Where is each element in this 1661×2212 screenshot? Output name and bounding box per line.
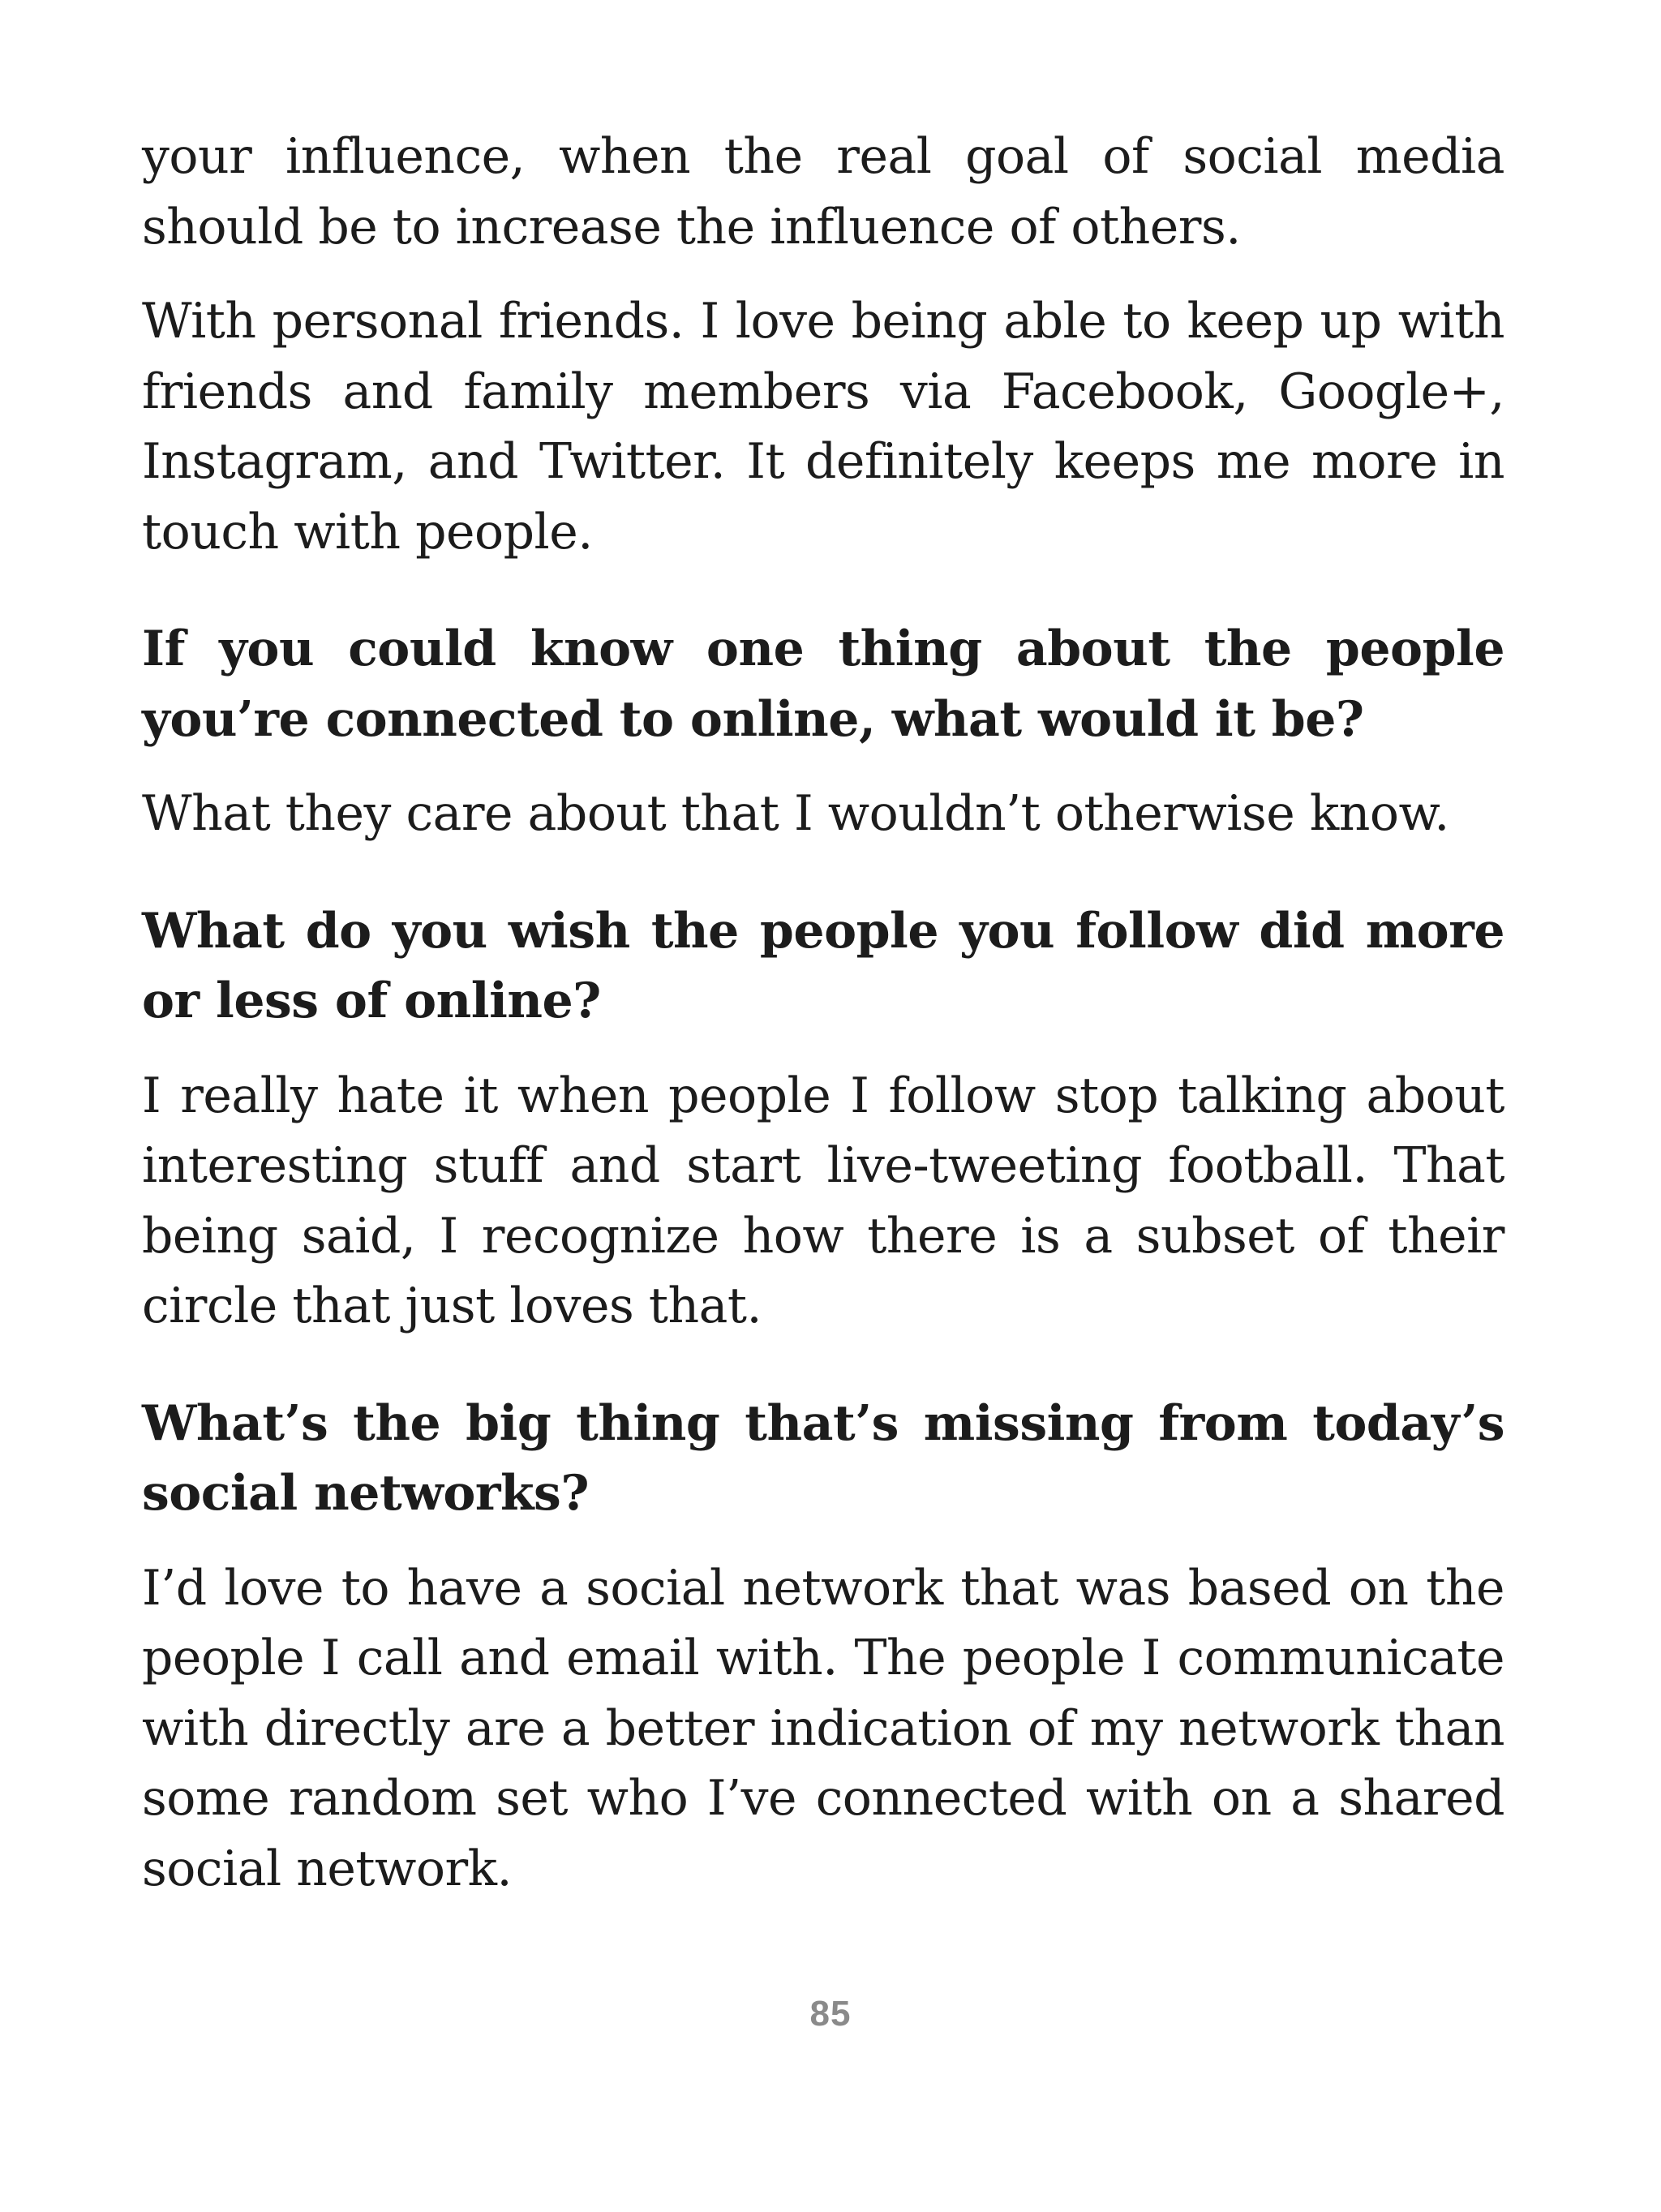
question-heading-one-thing: If you could know one thing about the people you’re connected to online, what would it be? bbox=[142, 621, 1504, 748]
paragraph-continuation: your influence, when the real goal of social media should be to increase the influence of others. bbox=[142, 128, 1504, 256]
question-heading-missing: What’s the big thing that’s missing from today’s social networks? bbox=[142, 1394, 1504, 1522]
answer-missing: I’d love to have a social network that was based on the people I call and email with. The people I communicate with directly are a better indication of my network than some random set who I’ve connected with on a shared social network. bbox=[142, 1559, 1504, 1897]
question-heading-wish-more-less: What do you wish the people you follow did more or less of online? bbox=[142, 902, 1504, 1029]
page-number: 85 bbox=[809, 1994, 852, 2034]
answer-wish-more-less: I really hate it when people I follow stop talking about interesting stuff and start live-tweeting football. That being said, I recognize how there is a subset of their circle that just loves that. bbox=[142, 1067, 1504, 1334]
answer-one-thing: What they care about that I wouldn’t otherwise know. bbox=[142, 785, 1449, 842]
paragraph-personal-friends: With personal friends. I love being able to keep up with friends and family members via Facebook, Google+, Instagram, and Twitter. It definitely keeps me more in touch with people. bbox=[142, 293, 1504, 561]
page-body bbox=[142, 122, 1504, 1928]
